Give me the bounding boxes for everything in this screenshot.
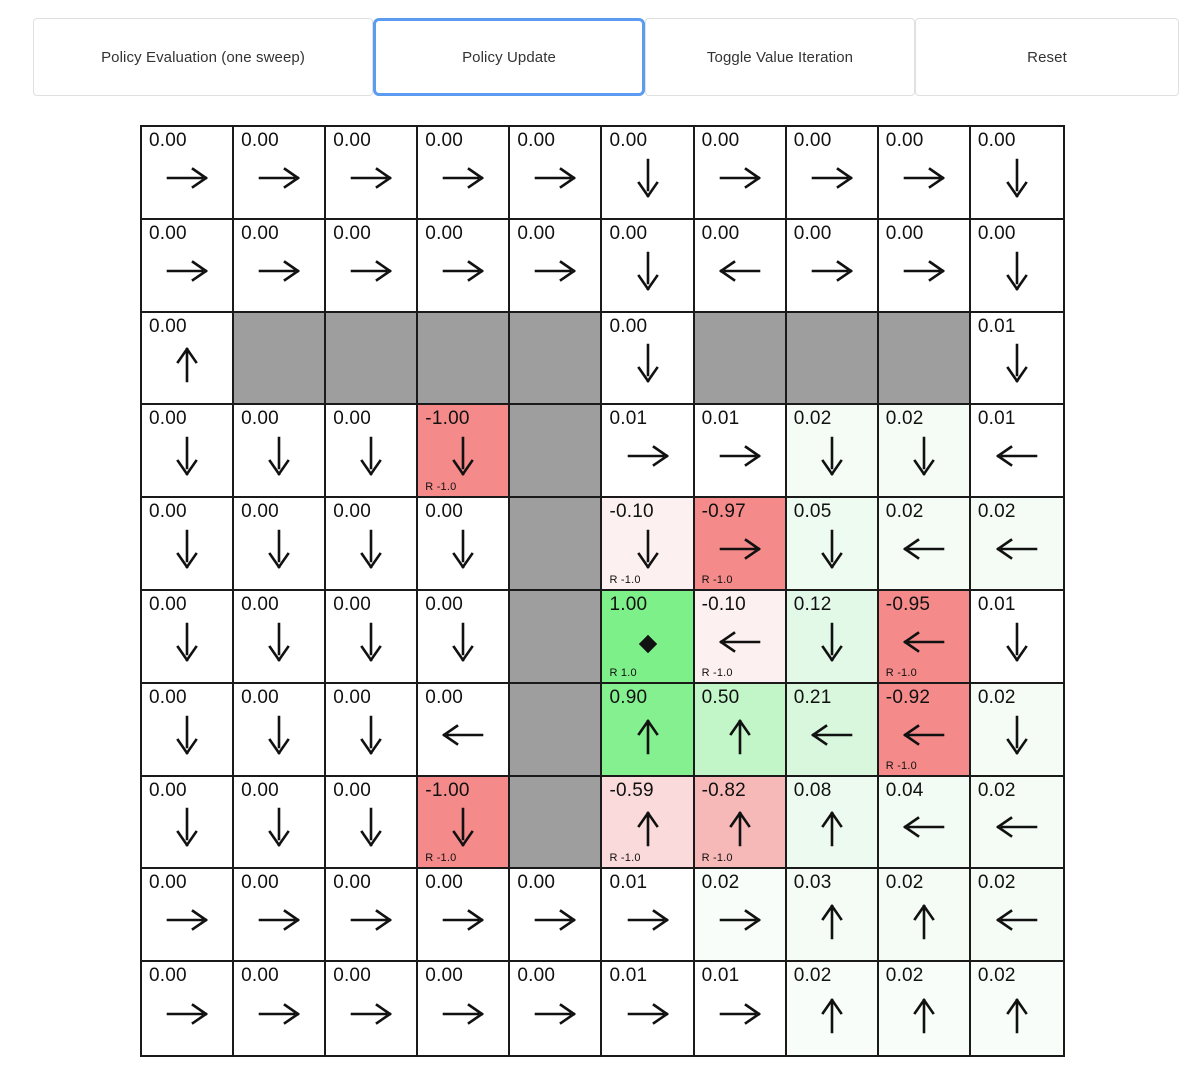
cell-value: 0.00: [149, 501, 187, 523]
policy-arrow-up-icon: [809, 994, 855, 1034]
policy-arrow-up-icon: [625, 807, 671, 847]
grid-cell[interactable]: [879, 777, 971, 870]
cell-value: 0.01: [701, 408, 740, 430]
cell-value: 0.12: [793, 594, 832, 615]
grid-cell[interactable]: [879, 962, 971, 1055]
grid-cell[interactable]: [971, 313, 1063, 406]
policy-arrow-left-icon: [994, 529, 1040, 569]
grid-cell[interactable]: [510, 962, 602, 1055]
grid-cell[interactable]: [695, 684, 787, 777]
policy-arrow-right-icon: [901, 158, 947, 198]
grid-cell[interactable]: [234, 869, 326, 962]
policy-arrow-down-icon: [164, 715, 210, 755]
grid-cell[interactable]: [879, 684, 971, 777]
grid-cell[interactable]: [695, 405, 787, 498]
grid-cell[interactable]: [418, 684, 510, 777]
cell-value: 0.00: [333, 872, 371, 894]
policy-arrow-right-icon: [440, 158, 486, 198]
policy-arrow-left-icon: [994, 900, 1040, 940]
policy-arrow-right-icon: [164, 251, 210, 291]
grid-cell[interactable]: [510, 220, 602, 313]
grid-cell[interactable]: [142, 684, 234, 777]
grid-cell[interactable]: [602, 591, 694, 684]
grid-cell[interactable]: [602, 684, 694, 777]
cell-value: 0.00: [241, 872, 279, 894]
cell-value: 0.00: [425, 686, 464, 708]
grid-cell[interactable]: [234, 962, 326, 1055]
grid-cell-wall[interactable]: [510, 684, 602, 777]
policy-arrow-down-icon: [164, 529, 210, 569]
policy-arrow-down-icon: [809, 622, 855, 662]
cell-value: 0.00: [425, 130, 464, 151]
policy-arrow-left-icon: [440, 715, 486, 755]
policy-arrow-left-icon: [901, 807, 947, 847]
policy-arrow-right-icon: [164, 994, 210, 1034]
policy-evaluation-button[interactable]: Policy Evaluation (one sweep): [33, 18, 373, 96]
cell-value: 0.00: [701, 222, 740, 244]
cell-value: -0.10: [609, 501, 654, 523]
policy-arrow-up-icon: [164, 343, 210, 383]
grid-cell[interactable]: [602, 220, 694, 313]
policy-arrow-down-icon: [348, 622, 394, 662]
cell-value: 0.03: [793, 872, 832, 894]
policy-arrow-down-icon: [625, 529, 671, 569]
policy-arrow-right-icon: [256, 900, 302, 940]
policy-arrow-up-icon: [901, 900, 947, 940]
grid-cell[interactable]: [602, 498, 694, 591]
grid-cell[interactable]: [971, 684, 1063, 777]
cell-value: 0.02: [977, 872, 1016, 894]
grid-cell[interactable]: [787, 127, 879, 220]
policy-arrow-down-icon: [164, 622, 210, 662]
cell-reward-label: R -1.0: [885, 666, 917, 679]
cell-value: -0.92: [885, 686, 931, 708]
cell-value: 0.00: [241, 408, 279, 430]
grid-cell[interactable]: [418, 220, 510, 313]
policy-arrow-right-icon: [809, 158, 855, 198]
cell-value: 0.00: [333, 686, 371, 708]
policy-arrow-up-icon: [901, 994, 947, 1034]
grid-cell[interactable]: [418, 869, 510, 962]
policy-arrow-up-icon: [717, 807, 763, 847]
grid-cell[interactable]: [142, 498, 234, 591]
grid-cell[interactable]: [418, 498, 510, 591]
grid-cell[interactable]: [234, 684, 326, 777]
grid-cell[interactable]: [142, 962, 234, 1055]
policy-arrow-right-icon: [717, 900, 763, 940]
cell-value: 0.00: [149, 965, 187, 987]
policy-arrow-down-icon: [994, 622, 1040, 662]
grid-cell[interactable]: [326, 220, 418, 313]
policy-arrow-down-icon: [809, 436, 855, 476]
grid-cell[interactable]: [879, 127, 971, 220]
policy-arrow-right-icon: [901, 251, 947, 291]
grid-cell-wall[interactable]: [326, 313, 418, 406]
toggle-value-iteration-button[interactable]: Toggle Value Iteration: [645, 18, 915, 96]
cell-value: 0.01: [609, 965, 648, 987]
grid-cell[interactable]: [142, 127, 234, 220]
grid-cell[interactable]: [971, 591, 1063, 684]
grid-cell[interactable]: [787, 498, 879, 591]
cell-value: 0.02: [977, 501, 1016, 523]
policy-arrow-left-icon: [717, 622, 763, 662]
policy-arrow-left-icon: [809, 715, 855, 755]
policy-arrow-right-icon: [809, 251, 855, 291]
cell-value: 0.00: [241, 222, 279, 244]
policy-arrow-right-icon: [256, 994, 302, 1034]
grid-cell[interactable]: [787, 220, 879, 313]
grid-cell[interactable]: [234, 405, 326, 498]
grid-cell[interactable]: [602, 405, 694, 498]
policy-arrow-right-icon: [717, 529, 763, 569]
cell-reward-label: R -1.0: [425, 852, 457, 865]
policy-arrow-left-icon: [994, 436, 1040, 476]
policy-arrow-down-icon: [625, 343, 671, 383]
grid-cell[interactable]: [695, 220, 787, 313]
cell-value: 0.00: [793, 130, 832, 151]
policy-arrow-down-icon: [440, 622, 486, 662]
policy-arrow-down-icon: [625, 158, 671, 198]
policy-arrow-right-icon: [625, 994, 671, 1034]
grid-cell-wall[interactable]: [510, 777, 602, 870]
policy-arrow-down-icon: [440, 529, 486, 569]
cell-value: 0.02: [977, 686, 1016, 708]
cell-reward-label: R -1.0: [425, 481, 457, 494]
cell-value: 0.00: [241, 779, 279, 801]
cell-value: 0.00: [149, 130, 187, 151]
cell-value: 0.00: [333, 130, 371, 151]
grid-cell[interactable]: [879, 220, 971, 313]
grid-cell[interactable]: [695, 869, 787, 962]
grid-cell-wall[interactable]: [418, 313, 510, 406]
cell-value: -0.10: [701, 594, 746, 615]
cell-value: 0.00: [241, 130, 279, 151]
policy-arrow-left-icon: [717, 251, 763, 291]
cell-value: 0.00: [701, 130, 740, 151]
cell-value: 0.00: [425, 594, 464, 615]
cell-value: 0.00: [333, 501, 371, 523]
policy-arrow-down-icon: [994, 343, 1040, 383]
grid-cell[interactable]: [602, 869, 694, 962]
policy-arrow-right-icon: [348, 994, 394, 1034]
cell-value: 0.02: [977, 779, 1016, 801]
grid-cell[interactable]: [326, 684, 418, 777]
policy-arrow-down-icon: [256, 622, 302, 662]
cell-value: 0.01: [609, 408, 648, 430]
policy-arrow-right-icon: [440, 900, 486, 940]
policy-arrow-down-icon: [256, 436, 302, 476]
gridworld-board: [140, 125, 1065, 1057]
policy-arrow-right-icon: [532, 900, 578, 940]
cell-value: 0.00: [977, 222, 1016, 244]
cell-value: 0.02: [793, 965, 832, 987]
cell-value: 0.00: [241, 965, 279, 987]
cell-value: 0.00: [885, 130, 924, 151]
cell-value: 0.02: [977, 965, 1016, 987]
cell-value: 0.00: [609, 315, 648, 337]
goal-marker-icon: [638, 634, 656, 652]
grid-cell[interactable]: [695, 498, 787, 591]
cell-value: -0.59: [609, 779, 654, 801]
policy-arrow-right-icon: [256, 251, 302, 291]
grid-cell-wall[interactable]: [510, 498, 602, 591]
cell-value: 0.00: [517, 130, 556, 151]
cell-reward-label: R -1.0: [701, 852, 733, 865]
cell-value: 0.01: [977, 315, 1016, 337]
cell-value: 0.00: [241, 501, 279, 523]
grid-cell[interactable]: [787, 869, 879, 962]
policy-arrow-left-icon: [901, 622, 947, 662]
cell-value: 0.00: [149, 872, 187, 894]
policy-arrow-down-icon: [256, 807, 302, 847]
grid-cell[interactable]: [971, 127, 1063, 220]
grid-cell[interactable]: [879, 869, 971, 962]
grid-cell[interactable]: [510, 869, 602, 962]
policy-arrow-down-icon: [256, 715, 302, 755]
cell-value: 0.00: [609, 222, 648, 244]
cell-value: 0.02: [885, 501, 924, 523]
policy-arrow-right-icon: [532, 994, 578, 1034]
grid-cell[interactable]: [510, 127, 602, 220]
policy-arrow-down-icon: [440, 807, 486, 847]
grid-cell[interactable]: [142, 220, 234, 313]
grid-cell[interactable]: [695, 127, 787, 220]
cell-value: 0.00: [333, 779, 371, 801]
policy-arrow-up-icon: [625, 715, 671, 755]
cell-value: 0.00: [149, 222, 187, 244]
cell-value: 0.02: [701, 872, 740, 894]
policy-arrow-left-icon: [994, 807, 1040, 847]
grid-cell[interactable]: [418, 962, 510, 1055]
cell-value: 0.21: [793, 686, 832, 708]
policy-arrow-right-icon: [164, 158, 210, 198]
grid-cell[interactable]: [971, 777, 1063, 870]
grid-cell[interactable]: [602, 777, 694, 870]
policy-arrow-down-icon: [348, 807, 394, 847]
policy-arrow-up-icon: [994, 994, 1040, 1034]
cell-reward-label: R -1.0: [885, 759, 917, 772]
policy-arrow-up-icon: [809, 900, 855, 940]
policy-arrow-down-icon: [440, 436, 486, 476]
grid-cell[interactable]: [418, 777, 510, 870]
cell-value: 1.00: [609, 594, 648, 615]
policy-arrow-down-icon: [901, 436, 947, 476]
grid-cell-wall[interactable]: [234, 313, 326, 406]
cell-reward-label: R -1.0: [701, 574, 733, 586]
policy-arrow-right-icon: [440, 994, 486, 1034]
grid-cell[interactable]: [326, 498, 418, 591]
cell-value: 0.00: [333, 222, 371, 244]
cell-value: 0.00: [517, 965, 556, 987]
grid-cell[interactable]: [971, 220, 1063, 313]
cell-value: 0.00: [425, 501, 464, 523]
grid-cell[interactable]: [971, 405, 1063, 498]
cell-reward-label: R -1.0: [701, 666, 733, 679]
policy-arrow-down-icon: [164, 807, 210, 847]
grid-cell[interactable]: [879, 591, 971, 684]
policy-arrow-right-icon: [625, 436, 671, 476]
cell-value: 0.01: [701, 965, 740, 987]
cell-value: 0.00: [149, 779, 187, 801]
policy-arrow-up-icon: [717, 715, 763, 755]
cell-value: 0.01: [977, 594, 1016, 615]
policy-arrow-down-icon: [164, 436, 210, 476]
grid-cell[interactable]: [971, 962, 1063, 1055]
grid-cell[interactable]: [142, 869, 234, 962]
grid-cell[interactable]: [418, 591, 510, 684]
cell-value: 0.02: [885, 872, 924, 894]
grid-cell[interactable]: [326, 591, 418, 684]
cell-value: 0.00: [793, 222, 832, 244]
policy-arrow-right-icon: [348, 900, 394, 940]
cell-value: 0.00: [517, 222, 556, 244]
cell-value: 0.08: [793, 779, 832, 801]
policy-arrow-right-icon: [532, 251, 578, 291]
policy-arrow-right-icon: [256, 158, 302, 198]
grid-cell-wall[interactable]: [510, 591, 602, 684]
cell-value: 0.01: [977, 408, 1016, 430]
policy-arrow-right-icon: [717, 158, 763, 198]
grid-cell[interactable]: [234, 777, 326, 870]
cell-value: 0.04: [885, 779, 924, 801]
cell-value: 0.50: [701, 686, 740, 708]
cell-reward-label: R -1.0: [609, 852, 641, 865]
policy-update-button[interactable]: Policy Update: [373, 18, 645, 96]
cell-value: 0.00: [885, 222, 924, 244]
grid-cell[interactable]: [326, 127, 418, 220]
policy-arrow-right-icon: [532, 158, 578, 198]
policy-arrow-down-icon: [625, 251, 671, 291]
grid-cell[interactable]: [602, 127, 694, 220]
cell-reward-label: R 1.0: [609, 666, 637, 679]
grid-cell[interactable]: [971, 498, 1063, 591]
policy-arrow-right-icon: [164, 900, 210, 940]
cell-value: 0.00: [977, 130, 1016, 151]
cell-value: 0.00: [425, 222, 464, 244]
policy-arrow-down-icon: [348, 715, 394, 755]
policy-arrow-right-icon: [440, 251, 486, 291]
cell-value: -0.95: [885, 594, 931, 615]
grid-cell[interactable]: [787, 405, 879, 498]
grid-cell-wall[interactable]: [879, 313, 971, 406]
policy-arrow-right-icon: [717, 994, 763, 1034]
cell-value: 0.00: [149, 315, 187, 337]
cell-value: 0.00: [517, 872, 556, 894]
policy-arrow-right-icon: [348, 251, 394, 291]
grid-cell-wall[interactable]: [510, 405, 602, 498]
cell-value: -1.00: [425, 408, 470, 430]
grid-cell[interactable]: [142, 777, 234, 870]
cell-value: 0.00: [609, 130, 648, 151]
cell-reward-label: R -1.0: [609, 574, 641, 586]
grid-cell[interactable]: [971, 869, 1063, 962]
grid-cell-wall[interactable]: [510, 313, 602, 406]
grid-cell[interactable]: [234, 591, 326, 684]
reset-button[interactable]: Reset: [915, 18, 1179, 96]
cell-value: 0.01: [609, 872, 648, 894]
cell-value: 0.00: [333, 408, 371, 430]
grid-cell[interactable]: [326, 962, 418, 1055]
grid-cell[interactable]: [879, 405, 971, 498]
cell-value: 0.00: [149, 408, 187, 430]
grid-cell[interactable]: [418, 127, 510, 220]
grid-cell[interactable]: [787, 777, 879, 870]
grid-cell[interactable]: [234, 220, 326, 313]
grid-cell[interactable]: [234, 127, 326, 220]
grid-cell-wall[interactable]: [695, 313, 787, 406]
cell-value: -0.82: [701, 779, 746, 801]
policy-arrow-up-icon: [809, 807, 855, 847]
grid-cell[interactable]: [602, 313, 694, 406]
grid-cell[interactable]: [695, 962, 787, 1055]
grid-cell[interactable]: [326, 869, 418, 962]
cell-value: -1.00: [425, 779, 470, 801]
cell-value: 0.02: [885, 408, 924, 430]
policy-arrow-down-icon: [994, 158, 1040, 198]
control-toolbar: [33, 18, 1178, 96]
policy-arrow-down-icon: [994, 715, 1040, 755]
grid-cell[interactable]: [326, 777, 418, 870]
cell-value: 0.00: [149, 686, 187, 708]
policy-arrow-down-icon: [994, 251, 1040, 291]
cell-value: 0.00: [149, 594, 187, 615]
policy-arrow-down-icon: [348, 436, 394, 476]
grid-cell[interactable]: [326, 405, 418, 498]
grid-cell[interactable]: [787, 962, 879, 1055]
policy-arrow-down-icon: [256, 529, 302, 569]
cell-value: 0.00: [241, 594, 279, 615]
grid-cell[interactable]: [142, 313, 234, 406]
cell-value: 0.00: [333, 594, 371, 615]
grid-cell[interactable]: [787, 684, 879, 777]
grid-cell[interactable]: [602, 962, 694, 1055]
grid-cell[interactable]: [234, 498, 326, 591]
grid-cell[interactable]: [787, 591, 879, 684]
cell-value: 0.00: [425, 872, 464, 894]
grid-cell[interactable]: [418, 405, 510, 498]
cell-value: 0.00: [425, 965, 464, 987]
cell-value: 0.00: [241, 686, 279, 708]
cell-value: -0.97: [701, 501, 746, 523]
policy-arrow-down-icon: [348, 529, 394, 569]
grid-cell[interactable]: [695, 591, 787, 684]
policy-arrow-right-icon: [717, 436, 763, 476]
cell-value: 0.02: [793, 408, 832, 430]
cell-value: 0.02: [885, 965, 924, 987]
cell-value: 0.05: [793, 501, 832, 523]
grid-cell[interactable]: [142, 405, 234, 498]
policy-arrow-left-icon: [901, 715, 947, 755]
grid-cell[interactable]: [142, 591, 234, 684]
policy-arrow-left-icon: [901, 529, 947, 569]
policy-arrow-down-icon: [809, 529, 855, 569]
policy-arrow-right-icon: [625, 900, 671, 940]
grid-cell[interactable]: [695, 777, 787, 870]
policy-arrow-right-icon: [348, 158, 394, 198]
cell-value: 0.00: [333, 965, 371, 987]
cell-value: 0.90: [609, 686, 648, 708]
grid-cell[interactable]: [879, 498, 971, 591]
grid-cell-wall[interactable]: [787, 313, 879, 406]
